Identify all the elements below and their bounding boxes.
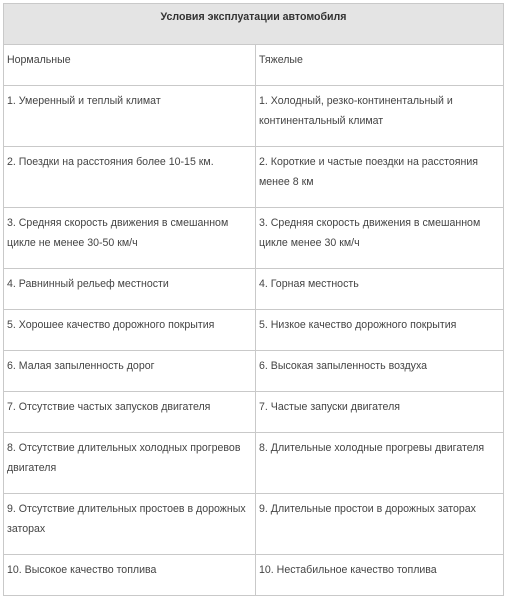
normal-cell: 6. Малая запыленность дорог: [4, 351, 256, 392]
table-row: [4, 555, 504, 596]
normal-cell: 3. Средняя скорость движения в смешанном цикле не менее 30-50 км/ч: [4, 208, 256, 269]
conditions-table-container: [3, 3, 504, 596]
heavy-cell: 8. Длительные холодные прогревы двигателя: [256, 433, 504, 494]
table-row: [4, 86, 504, 147]
column-header-heavy: Тяжелые: [256, 45, 504, 86]
normal-cell: 5. Хорошее качество дорожного покрытия: [4, 310, 256, 351]
table-title-row: [4, 4, 504, 45]
heavy-cell: 2. Короткие и частые поездки на расстояния менее 8 км: [256, 147, 504, 208]
table-header-row: [4, 45, 504, 86]
column-header-normal: Нормальные: [4, 45, 256, 86]
table-row: [4, 392, 504, 433]
heavy-cell: 10. Нестабильное качество топлива: [256, 555, 504, 596]
table-row: [4, 433, 504, 494]
table-row: [4, 351, 504, 392]
heavy-cell: 5. Низкое качество дорожного покрытия: [256, 310, 504, 351]
normal-cell: 4. Равнинный рельеф местности: [4, 269, 256, 310]
normal-cell: 7. Отсутствие частых запусков двигателя: [4, 392, 256, 433]
normal-cell: 9. Отсутствие длительных простоев в дорожных заторах: [4, 494, 256, 555]
heavy-cell: 7. Частые запуски двигателя: [256, 392, 504, 433]
normal-cell: 1. Умеренный и теплый климат: [4, 86, 256, 147]
table-title: Условия эксплуатации автомобиля: [4, 4, 504, 45]
heavy-cell: 9. Длительные простои в дорожных заторах: [256, 494, 504, 555]
heavy-cell: 6. Высокая запыленность воздуха: [256, 351, 504, 392]
normal-cell: 10. Высокое качество топлива: [4, 555, 256, 596]
table-row: [4, 310, 504, 351]
heavy-cell: 4. Горная местность: [256, 269, 504, 310]
normal-cell: 8. Отсутствие длительных холодных прогревов двигателя: [4, 433, 256, 494]
heavy-cell: 1. Холодный, резко-континентальный и континентальный климат: [256, 86, 504, 147]
heavy-cell: 3. Средняя скорость движения в смешанном цикле менее 30 км/ч: [256, 208, 504, 269]
table-row: [4, 494, 504, 555]
normal-cell: 2. Поездки на расстояния более 10-15 км.: [4, 147, 256, 208]
conditions-table: [3, 3, 504, 596]
table-row: [4, 269, 504, 310]
table-row: [4, 147, 504, 208]
table-row: [4, 208, 504, 269]
